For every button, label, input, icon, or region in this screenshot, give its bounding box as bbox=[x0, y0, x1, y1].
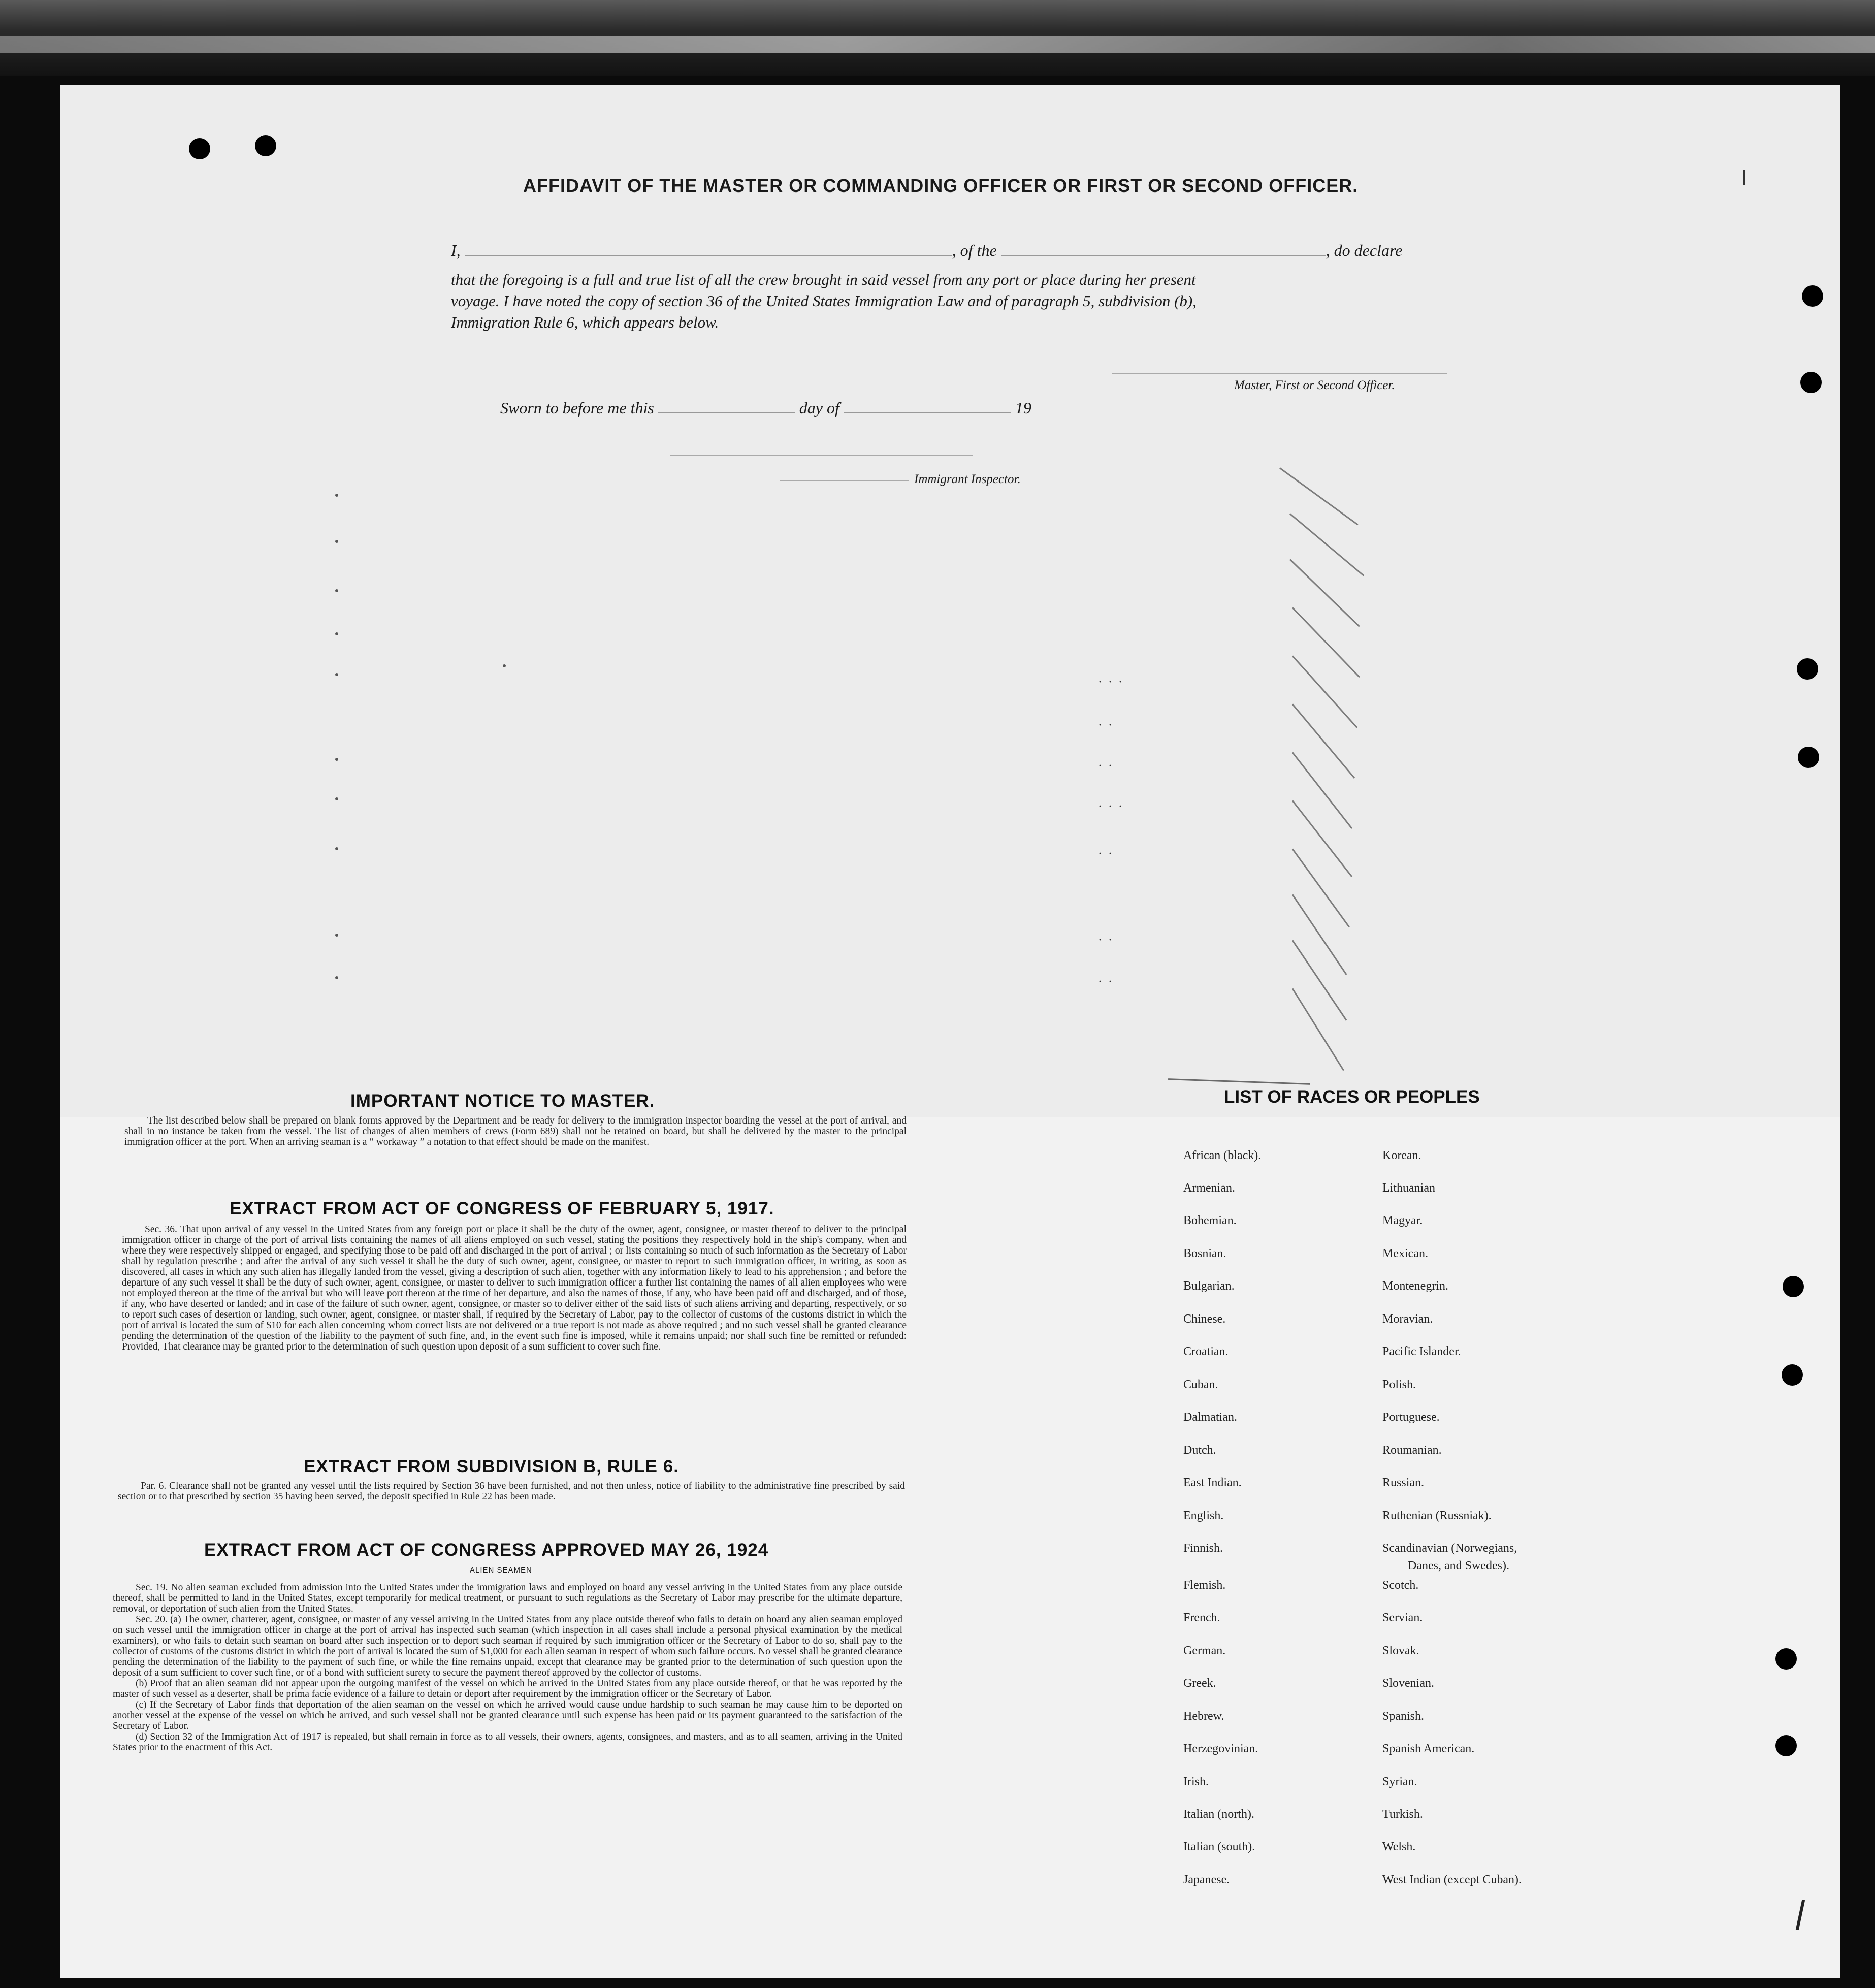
race-item: Korean. bbox=[1382, 1149, 1421, 1162]
race-item: German. bbox=[1183, 1644, 1226, 1657]
race-item: Russian. bbox=[1382, 1476, 1425, 1489]
race-item: Mexican. bbox=[1382, 1247, 1428, 1260]
sworn-line bbox=[500, 399, 1262, 418]
race-item: Herzegovinian. bbox=[1183, 1742, 1258, 1755]
race-item: Servian. bbox=[1382, 1611, 1423, 1624]
edge-tick-mark bbox=[1743, 170, 1745, 185]
ellipsis-mark: ·· bbox=[1098, 847, 1118, 860]
race-item: Bosnian. bbox=[1183, 1247, 1226, 1260]
punch-hole-icon bbox=[255, 135, 276, 156]
ellipsis-mark: ·· bbox=[1098, 975, 1118, 988]
affidavit-paragraph-line: voyage. I have noted the copy of section 36 of the United States Immigration Law and of paragraph 5, subdivision (b), bbox=[451, 292, 1197, 310]
master-signature-line[interactable] bbox=[1112, 373, 1447, 374]
extract-rule6-text bbox=[118, 1481, 905, 1502]
race-item: Slovenian. bbox=[1382, 1677, 1434, 1690]
extract-1917-text bbox=[122, 1224, 907, 1352]
punch-hole-icon bbox=[1783, 1276, 1804, 1297]
race-item: Magyar. bbox=[1382, 1214, 1423, 1227]
sworn-text: Sworn to before me this bbox=[500, 399, 654, 417]
race-item: Hebrew. bbox=[1183, 1710, 1224, 1723]
affidavit-title: AFFIDAVIT OF THE MASTER OR COMMANDING OFFICER OR FIRST OR SECOND OFFICER. bbox=[523, 175, 1359, 196]
punch-hole-icon bbox=[1775, 1648, 1797, 1670]
race-item-continuation: Danes, and Swedes). bbox=[1408, 1559, 1509, 1573]
race-item: Spanish American. bbox=[1382, 1742, 1475, 1755]
race-item: Ruthenian (Russniak). bbox=[1382, 1509, 1492, 1522]
race-item: Welsh. bbox=[1382, 1840, 1416, 1853]
race-item: Italian (south). bbox=[1183, 1840, 1255, 1853]
sec20c-paragraph: (c) If the Secretary of Labor finds that deportation of the alien seaman on the vessel on which he arrived would cause undue hardship to such seaman he may cause him to be deported on another vessel at the expense of the vessel on which he arrived, and such vessel shall not be granted clearance until such expense has been paid or its payment guaranteed to the satisfaction of the Secretary of Labor. bbox=[113, 1700, 902, 1732]
notice-title: IMPORTANT NOTICE TO MASTER. bbox=[350, 1091, 655, 1111]
sworn-day-of: day of bbox=[799, 399, 839, 417]
race-item: Dutch. bbox=[1183, 1444, 1216, 1457]
affidavit-paragraph bbox=[451, 269, 1467, 333]
ellipsis-mark: ·· bbox=[1098, 719, 1118, 732]
race-item: Moravian. bbox=[1382, 1312, 1433, 1326]
dot-mark bbox=[335, 540, 338, 543]
race-item: Lithuanian bbox=[1382, 1181, 1435, 1195]
race-item: French. bbox=[1183, 1611, 1220, 1624]
race-item: Polish. bbox=[1382, 1378, 1416, 1391]
affidavit-paragraph-line: that the foregoing is a full and true list of all the crew brought in said vessel from any port or place during her present bbox=[451, 271, 1196, 288]
race-item: Syrian. bbox=[1382, 1775, 1417, 1788]
race-item: Bulgarian. bbox=[1183, 1279, 1235, 1293]
race-item: Japanese. bbox=[1183, 1873, 1230, 1886]
race-item: Scandinavian (Norwegians, bbox=[1382, 1542, 1517, 1555]
scan-top-strip bbox=[0, 0, 1875, 76]
race-item: Armenian. bbox=[1183, 1181, 1235, 1195]
extract-1917-paragraph: Sec. 36. That upon arrival of any vessel in the United States from any foreign port or place it shall be the duty of the owner, agent, consignee, or master thereof to deliver to the principal immigration officer in charge of the port of arrival lists containing the names of all aliens employed on such vessel, stating the positions they respectively hold in the ship's company, when and where they were respectively shipped or engaged, and specifying those to be paid off and discharged in the port of arrival ; or lists containing so much of such information as the Secretary of Labor shall by regulation prescribe ; and after the arrival of any such vessel it shall be the duty of such owner, agent, consignee, or master to report to such immigration officer, in writing, as soon as discovered, all cases in which any such alien has illegally landed from the vessel, giving a description of such alien, together with any information likely to lead to his apprehension ; and before the departure of any such vessel it shall be the duty of such owner, agent, consignee, or master to deliver to such immigration officer a further list containing the names of all alien employees who were not employed thereon at the time of the arrival but who will leave port thereon at the time of her departure, and also the names of those, if any, who have been paid off and discharged, and of those, if any, who have deserted or landed; and in case of the failure of such owner, agent, consignee, or master so to deliver either of the said lists of such aliens arriving and departing, respectively, or so to report such cases of desertion or landing, such owner, agent, consignee, or master shall, if required by the Secretary of Labor, pay to the collector of customs of the customs district in which the port of arrival is located the sum of $10 for each alien concerning whom correct lists are not delivered or a true report is not made as above required ; and no such vessel shall be granted clearance pending the determination of the question of the liability to the payment of such fine, and, in the event such fine is imposed, while it remains unpaid; nor shall such fine be remitted or refunded: Provided, That clearance may be granted prior to the determination of such question upon deposit of a sum sufficient to cover such fine. bbox=[122, 1224, 907, 1352]
extract-1924-subtitle: ALIEN SEAMEN bbox=[470, 1566, 532, 1575]
dot-mark bbox=[335, 758, 338, 761]
extract-rule6-title: EXTRACT FROM SUBDIVISION B, RULE 6. bbox=[304, 1457, 679, 1477]
race-item: Italian (north). bbox=[1183, 1808, 1254, 1821]
declaration-line bbox=[451, 241, 1467, 260]
dot-mark bbox=[335, 632, 338, 635]
race-item: Scotch. bbox=[1382, 1579, 1419, 1592]
ellipsis-mark: ·· bbox=[1098, 934, 1118, 947]
dot-mark bbox=[335, 673, 338, 676]
inspector-signature-line-2[interactable] bbox=[780, 480, 909, 481]
sworn-month-field[interactable] bbox=[844, 412, 1011, 413]
punch-hole-icon bbox=[1797, 658, 1818, 680]
sec20b-paragraph: (b) Proof that an alien seaman did not appear upon the outgoing manifest of the vessel on which he arrived in the United States from any place outside thereof, or that he was reported by the master of such vessel as a deserter, shall be prima facie evidence of a failure to detain or deport after requirement by the immigration officer or the Secretary of Labor. bbox=[113, 1678, 902, 1700]
dot-mark bbox=[335, 589, 338, 592]
inspector-signature-line-1[interactable] bbox=[670, 455, 973, 456]
race-item: Portuguese. bbox=[1382, 1410, 1440, 1424]
race-item: Greek. bbox=[1183, 1677, 1216, 1690]
notice-text bbox=[124, 1115, 907, 1147]
punch-hole-icon bbox=[1800, 372, 1822, 393]
sec20a-paragraph: Sec. 20. (a) The owner, charterer, agent, consignee, or master of any vessel arriving in the United States from any place outside thereof who fails to detain on board any alien seaman employed on such vessel until the immigration officer in charge at the port of arrival has inspected such seaman (which inspection in all cases shall include a personal physical examination by the medical examiners), or who fails to detain such seaman on board after such inspection or to deport such seaman if required by such immigration officer or the Secretary of Labor to do so, shall pay to the collector of customs of the customs district in which the port of arrival is located the sum of $1,000 for each alien seaman in respect of whom such failure occurs. No vessel shall be granted clearance pending the determination of the liability to the payment of such fine, or while the fine remains unpaid, except that clearance may be granted prior to the determination of such question upon the deposit of a sum sufficient to cover such fine, or of a bond with sufficient surety to secure the payment thereof approved by the collector of customs. bbox=[113, 1614, 902, 1678]
race-item: Montenegrin. bbox=[1382, 1279, 1448, 1293]
dot-mark bbox=[335, 797, 338, 800]
punch-hole-icon bbox=[189, 138, 210, 159]
extract-rule6-paragraph: Par. 6. Clearance shall not be granted any vessel until the lists required by Section 36 have been furnished, and not then unless, notice of liability to the administrative fine prescribed by said section or to that prescribed by section 35 having been served, the deposit specified in Rule 22 has been made. bbox=[118, 1481, 905, 1502]
master-signature-label: Master, First or Second Officer. bbox=[1234, 378, 1395, 392]
race-item: Flemish. bbox=[1183, 1579, 1226, 1592]
dot-mark bbox=[335, 976, 338, 979]
dot-mark bbox=[335, 934, 338, 937]
notice-paragraph: The list described below shall be prepared on blank forms approved by the Department and be ready for delivery to the immigration inspector boarding the vessel at the port of arrival, and shall in no instance be taken from the vessel. The list of changes of alien members of crews (Form 689) shall not be retained on board, but shall be delivered by the master to the principal immigration officer at the port. When an arriving seaman is a “ workaway ” a notation to that effect should be made on the manifest. bbox=[124, 1115, 907, 1147]
declaration-of-the: , of the bbox=[952, 241, 997, 260]
declaration-i: I, bbox=[451, 241, 461, 260]
declaration-end: , do declare bbox=[1326, 241, 1403, 260]
ellipsis-mark: ··· bbox=[1098, 800, 1128, 813]
race-item: Croatian. bbox=[1183, 1345, 1229, 1358]
race-item: West Indian (except Cuban). bbox=[1382, 1873, 1522, 1886]
punch-hole-icon bbox=[1775, 1735, 1797, 1756]
sec20d-paragraph: (d) Section 32 of the Immigration Act of 1917 is repealed, but shall remain in force as to all vessels, their owners, agents, consignees, and masters, and as to all seamen, arriving in the United States prior to the enactment of this Act. bbox=[113, 1732, 902, 1753]
race-item: African (black). bbox=[1183, 1149, 1262, 1162]
name-field[interactable] bbox=[465, 255, 952, 256]
sworn-day-field[interactable] bbox=[658, 412, 795, 413]
inspector-label: Immigrant Inspector. bbox=[914, 472, 1021, 486]
sworn-year: 19 bbox=[1015, 399, 1031, 417]
dot-mark bbox=[335, 494, 338, 497]
race-item: Turkish. bbox=[1382, 1808, 1423, 1821]
extract-1924-title: EXTRACT FROM ACT OF CONGRESS APPROVED MAY 26, 1924 bbox=[204, 1540, 769, 1560]
race-item: Slovak. bbox=[1382, 1644, 1419, 1657]
punch-hole-icon bbox=[1782, 1364, 1803, 1386]
race-item: Bohemian. bbox=[1183, 1214, 1237, 1227]
race-item: Finnish. bbox=[1183, 1542, 1223, 1555]
vessel-field[interactable] bbox=[1001, 255, 1326, 256]
race-item: Chinese. bbox=[1183, 1312, 1226, 1326]
race-item: Cuban. bbox=[1183, 1378, 1218, 1391]
ellipsis-mark: ·· bbox=[1098, 759, 1118, 773]
ellipsis-mark: ··· bbox=[1098, 676, 1128, 689]
affidavit-paragraph-line: Immigration Rule 6, which appears below. bbox=[451, 313, 719, 331]
race-item: Irish. bbox=[1183, 1775, 1209, 1788]
punch-hole-icon bbox=[1802, 285, 1823, 307]
race-item: Spanish. bbox=[1382, 1710, 1425, 1723]
race-item: Roumanian. bbox=[1382, 1444, 1442, 1457]
races-title: LIST OF RACES OR PEOPLES bbox=[1224, 1087, 1480, 1107]
race-item: East Indian. bbox=[1183, 1476, 1242, 1489]
sec19-paragraph: Sec. 19. No alien seaman excluded from admission into the United States under the immigration laws and employed on board any vessel arriving in the United States from any place outside thereof, shall be permitted to land in the United States, except temporarily for medical treatment, or pursuant to such regulations as the Secretary of Labor may prescribe for the ultimate departure, removal, or deportation of such alien from the United States. bbox=[113, 1582, 902, 1614]
dot-mark bbox=[335, 847, 338, 850]
race-item: English. bbox=[1183, 1509, 1224, 1522]
extract-1924-text bbox=[113, 1582, 902, 1753]
extract-1917-title: EXTRACT FROM ACT OF CONGRESS OF FEBRUARY 5, 1917. bbox=[230, 1199, 774, 1219]
race-item: Dalmatian. bbox=[1183, 1410, 1237, 1424]
punch-hole-icon bbox=[1798, 747, 1819, 768]
race-item: Pacific Islander. bbox=[1382, 1345, 1461, 1358]
dot-mark bbox=[503, 664, 506, 667]
